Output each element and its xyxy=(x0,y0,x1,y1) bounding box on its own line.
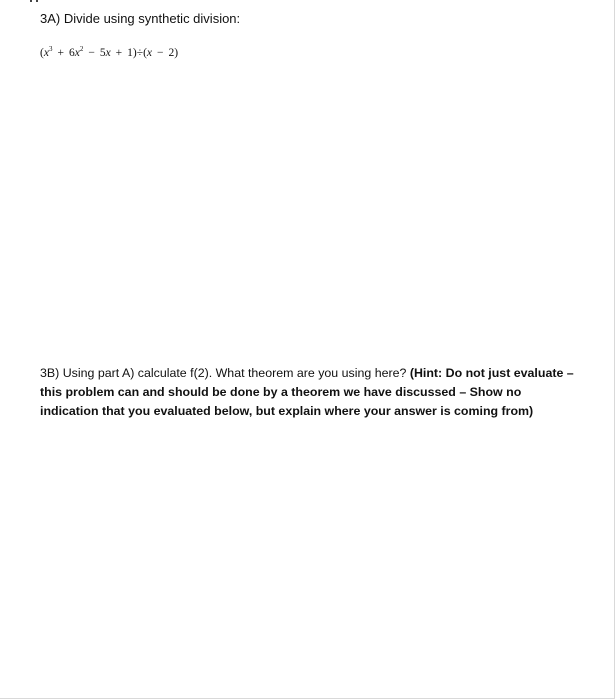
expr-minus-2: − xyxy=(157,47,164,59)
expr-var-x-cubed: x xyxy=(43,47,49,59)
expr-coef-5: 5 xyxy=(99,47,106,59)
polynomial-division-expression xyxy=(40,44,178,62)
expr-var-x: x xyxy=(105,47,111,59)
expr-divide-sign: ÷ xyxy=(136,47,144,59)
expr-close-paren-2: ) xyxy=(174,47,179,59)
top-cropped-marks xyxy=(30,0,570,2)
question-3b-dash-1: – xyxy=(563,366,574,380)
expr-exponent-3: 3 xyxy=(48,45,53,53)
expr-open-paren-2: ( xyxy=(143,47,147,59)
expr-var-x-squared: x xyxy=(74,47,80,59)
expr-plus-2: + xyxy=(115,47,123,59)
expr-plus-1: + xyxy=(57,47,64,59)
question-3b-intro: 3B) Using part A) calculate f(2). What theorem are you using here? xyxy=(40,366,410,380)
question-3b-hint-end: Show no indication that you evaluated below, but explain where your answer is coming from) xyxy=(40,385,534,418)
expr-close-paren: ) xyxy=(132,47,137,59)
question-3b-dash-2: – xyxy=(455,385,470,399)
expr-divisor-var-x: x xyxy=(146,47,153,59)
question-3b-hint-label: (Hint: Do not just evaluate xyxy=(409,366,564,380)
expr-divisor-root-2: 2 xyxy=(168,47,175,59)
expr-constant-1: 1 xyxy=(127,47,133,59)
question-3b-text xyxy=(40,364,580,421)
expr-minus-1: − xyxy=(88,47,95,59)
expr-exponent-2: 2 xyxy=(79,45,84,53)
expr-coef-6: 6 xyxy=(68,47,75,59)
expr-open-paren: ( xyxy=(40,47,44,59)
question-3a-heading: 3A) Divide using synthetic division: xyxy=(40,11,241,26)
question-3b-hint-body: this problem can and should be done by a theorem we have discussed xyxy=(40,385,456,399)
